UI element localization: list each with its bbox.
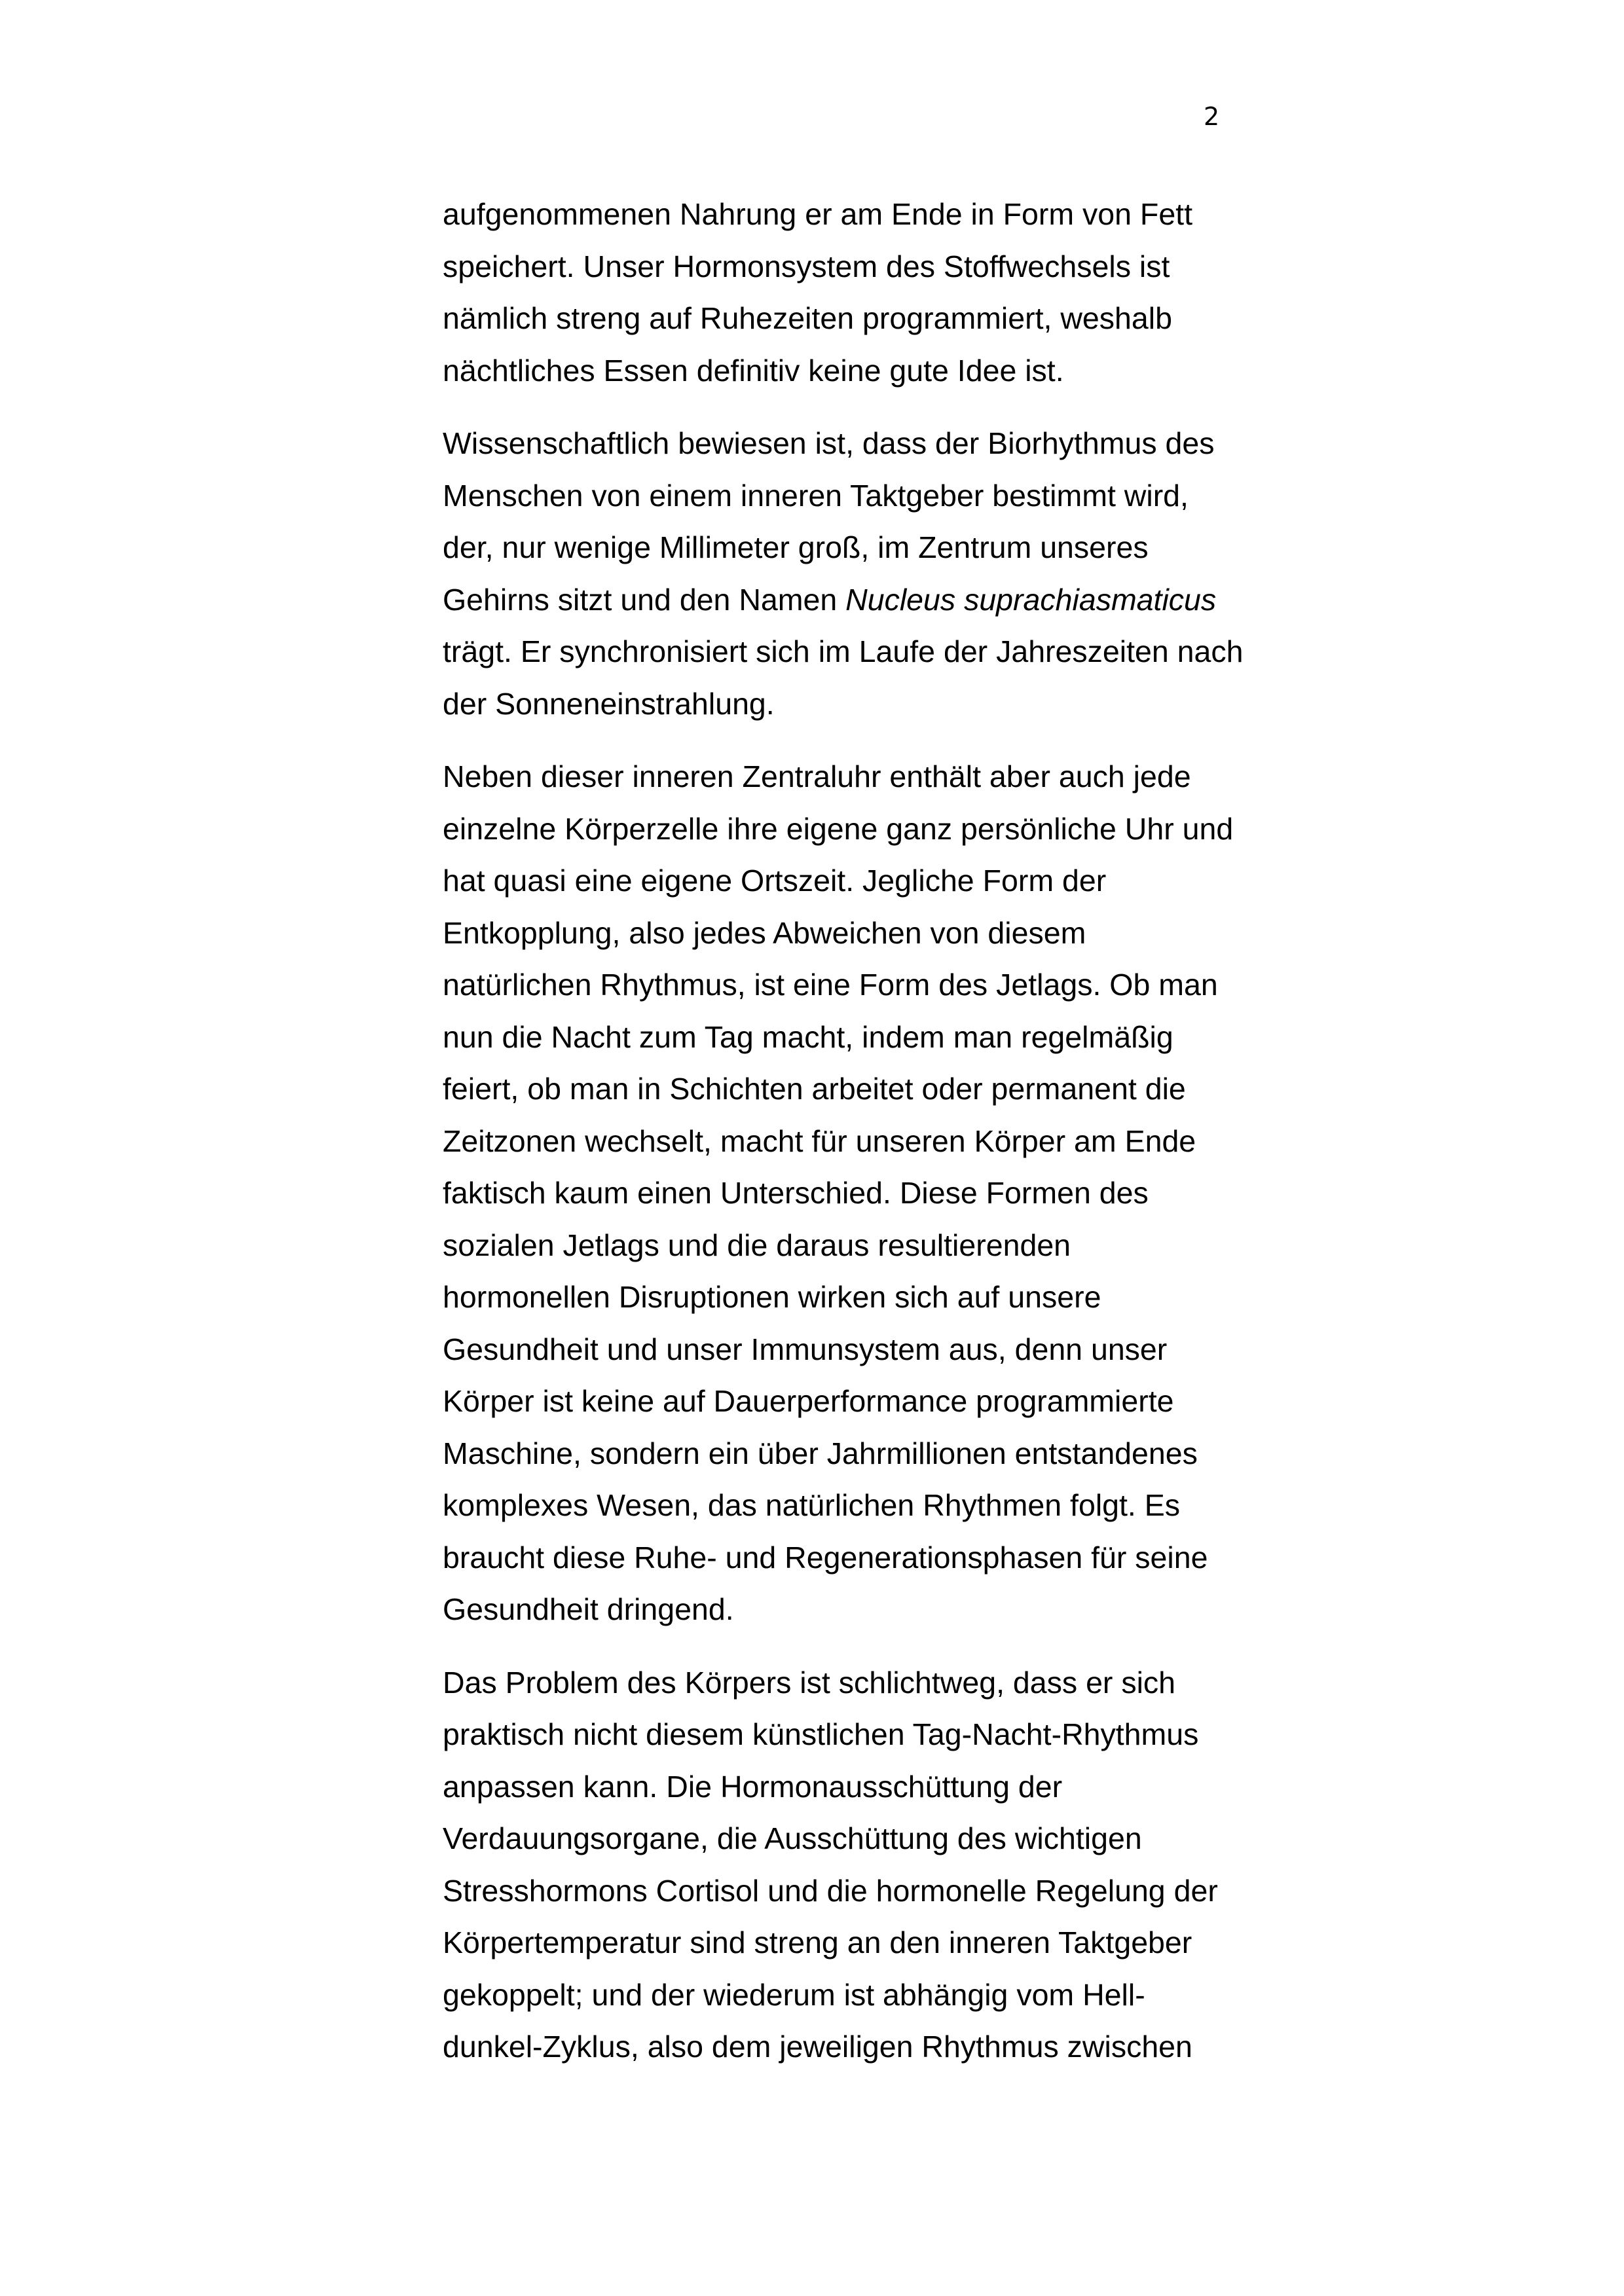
text-line: Zeitzonen wechselt, macht für unseren Körper am Ende [443,1123,1196,1158]
text-line: Neben dieser inneren Zentraluhr enthält aber auch jede [443,759,1191,793]
text-line: nächtliches Essen definitiv keine gute Idee ist. [443,353,1064,388]
italic-term: Nucleus suprachiasmaticus [845,582,1217,617]
text-line: hat quasi eine eigene Ortszeit. Jegliche Form der [443,864,1107,898]
paragraph-4 [443,1657,1235,2073]
text-line: der Sonneneinstrahlung. [443,686,775,721]
text-line: faktisch kaum einen Unterschied. Diese Formen des [443,1176,1149,1210]
paragraph-2 [443,418,1244,730]
text-line: Verdauungsorgane, die Ausschüttung des wichtigen [443,1821,1142,1855]
text-line: nämlich streng auf Ruhezeiten programmiert, weshalb [443,301,1172,335]
text-line: trägt. Er synchronisiert sich im Laufe der Jahreszeiten nach [443,634,1244,668]
text-line: dunkel-Zyklus, also dem jeweiligen Rhythmus zwischen [443,2030,1192,2064]
text-segment: Gehirns sitzt und den Namen [443,582,846,617]
text-line: Wissenschaftlich bewiesen ist, dass der Biorhythmus des [443,426,1215,460]
page-number: 2 [1204,102,1220,131]
text-line: Körpertemperatur sind streng an den inneren Taktgeber [443,1925,1192,1959]
text-line: Stresshormons Cortisol und die hormonelle Regelung der [443,1873,1218,1908]
text-line: einzelne Körperzelle ihre eigene ganz persönliche Uhr und [443,811,1234,846]
text-line: gekoppelt; und der wiederum ist abhängig vom Hell- [443,1977,1145,2012]
text-line: speichert. Unser Hormonsystem des Stoffwechsels ist [443,249,1170,283]
paragraph-1 [443,189,1235,397]
text-line: sozialen Jetlags und die daraus resultierenden [443,1228,1071,1262]
text-line: feiert, ob man in Schichten arbeitet oder permanent die [443,1072,1186,1106]
body-text [443,189,1244,2094]
text-line: hormonellen Disruptionen wirken sich auf unsere [443,1280,1101,1314]
text-line: braucht diese Ruhe- und Regenerationsphasen für seine [443,1540,1208,1575]
text-line: Maschine, sondern ein über Jahrmillionen entstandenes [443,1436,1198,1470]
text-line: aufgenommenen Nahrung er am Ende in Form von Fett [443,197,1193,231]
text-line: Körper ist keine auf Dauerperformance programmierte [443,1384,1174,1418]
text-line: natürlichen Rhythmus, ist eine Form des Jetlags. Ob man [443,968,1218,1002]
text-line: Menschen von einem inneren Taktgeber bestimmt wird, [443,478,1189,513]
text-line [443,574,1235,627]
text-line: Gesundheit dringend. [443,1592,734,1626]
text-line: anpassen kann. Die Hormonausschüttung der [443,1769,1063,1804]
text-line: Das Problem des Körpers ist schlichtweg, dass er sich [443,1665,1176,1700]
text-line: Entkopplung, also jedes Abweichen von diesem [443,915,1086,950]
paragraph-3 [443,751,1235,1636]
text-line: nun die Nacht zum Tag macht, indem man regelmäßig [443,1019,1173,1054]
text-line: Gesundheit und unser Immunsystem aus, denn unser [443,1332,1168,1366]
text-line: praktisch nicht diesem künstlichen Tag-Nacht-Rhythmus [443,1717,1199,1751]
text-line: der, nur wenige Millimeter groß, im Zentrum unseres [443,530,1149,564]
text-line: komplexes Wesen, das natürlichen Rhythmen folgt. Es [443,1488,1181,1522]
